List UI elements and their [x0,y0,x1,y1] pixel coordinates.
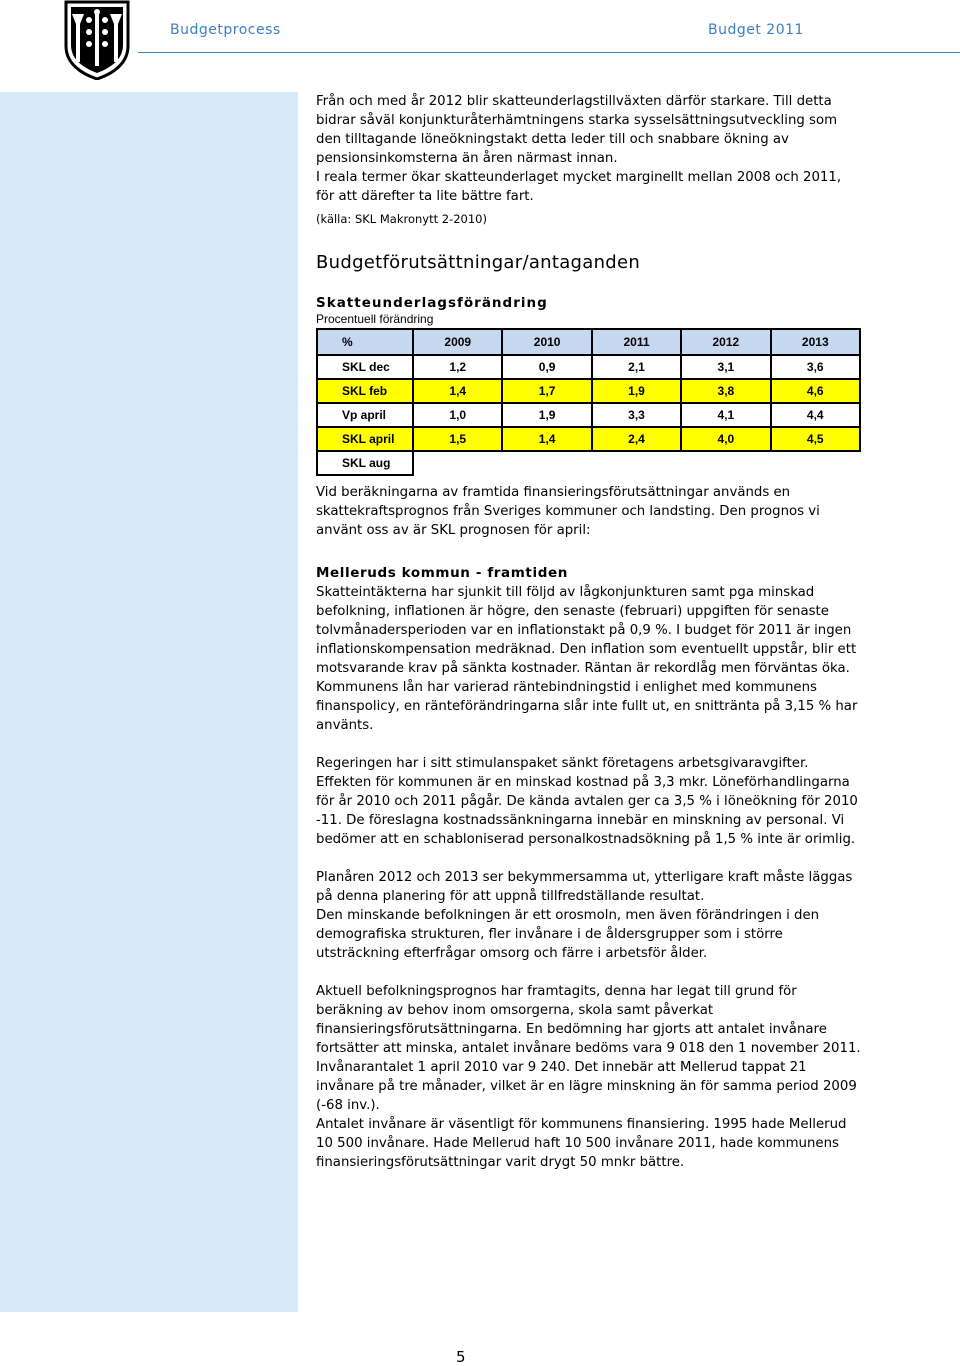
section-heading: Budgetförutsättningar/antaganden [316,252,641,273]
header-title-left: Budgetprocess [170,22,281,38]
table-cell: 1,4 [502,427,591,451]
melleruds-paragraph-3b: Den minskande befolkningen är ett orosmoln, men även förändringen i den demografiska strukturen, fler invånare i de åldersgrupper som i större utsträckning efterfrågar omsorg och färre i arbetsför ålder. [316,908,820,961]
melleruds-paragraph-3: Planåren 2012 och 2013 ser bekymmersamma ut, ytterligare kraft måste läggas på denna planering för att uppnå tillfredställande resultat. [316,870,853,904]
table-header-cell: 2013 [771,329,860,355]
table-cell: 1,9 [592,379,681,403]
row-label: SKL april [317,427,413,451]
table-header-cell: % [317,329,413,355]
table-header-cell: 2010 [502,329,591,355]
table-cell: 2,4 [592,427,681,451]
melleruds-paragraph-4b: Antalet invånare är väsentligt för kommunens finansiering. 1995 hade Mellerud 10 500 invånare. Hade Mellerud haft 10 500 invånare 2011, hade kommunens finansieringsförutsättningar varit drygt 50 mnkr bättre. [316,1117,847,1170]
table-row [317,427,860,451]
municipality-coat-of-arms-icon [62,0,132,80]
table-header-cell: 2012 [681,329,770,355]
table-cell: 1,0 [413,403,502,427]
melleruds-heading: Melleruds kommun - framtiden [316,565,568,581]
melleruds-paragraph-4: Aktuell befolkningsprognos har framtagits, denna har legat till grund för beräkning av behov inom omsorgerna, skola samt påverkat finansieringsförutsättningarna. En bedömning har gjorts att antalet invånare fortsätter att minska, antalet invånare bedöms vara 9 018 den 1 november 2011. Invånarantalet 1 april 2010 var 9 240. Det innebär att Mellerud tappat 21 invånare på tre månader, vilket är en lägre minskning än för samma period 2009 (-68 inv.). [316,984,861,1113]
table-cell: 0,9 [502,355,591,379]
melleruds-paragraph-2: Regeringen har i sitt stimulanspaket sänkt företagens arbetsgivaravgifter. Effekten för kommunen är en minskad kostnad på 3,3 mkr. Löneförhandlingarna för år 2010 och 2011 pågår. De kända avtalen ger ca 3,5 % i löneökning för 2010 -11. De föreslagna kostnadssänkningarna innebär en minskning av personal. Vi bedömer att en schabloniserad personalkostnadsökning på 1,5 % inte är orimlig. [316,756,858,847]
table-cell: 1,4 [413,379,502,403]
table-header-cell: 2011 [592,329,681,355]
table-header-row [317,329,860,355]
table-cell: 2,1 [592,355,681,379]
table-title: Skatteunderlagsförändring [316,295,548,311]
table-cell: 1,7 [502,379,591,403]
table-subtitle: Procentuell förändring [316,312,434,326]
table-cell: 3,6 [771,355,860,379]
page-content [316,92,861,1172]
table-cell: 4,5 [771,427,860,451]
row-label: SKL aug [317,451,413,475]
row-label: SKL feb [317,379,413,403]
intro-paragraph-real-terms: I reala termer ökar skatteunderlaget mycket marginellt mellan 2008 och 2011, för att därefter ta lite bättre fart. [316,170,842,204]
table-cell: 4,1 [681,403,770,427]
table-cell: 4,4 [771,403,860,427]
table-row [317,403,860,427]
table-cell: 3,1 [681,355,770,379]
row-label: Vp april [317,403,413,427]
table-cell: 1,5 [413,427,502,451]
header-divider [138,52,960,53]
table-cell: 3,3 [592,403,681,427]
table-cell: 4,0 [681,427,770,451]
melleruds-paragraph-1: Skatteintäkterna har sjunkit till följd av lågkonjunkturen samt pga minskad befolkning, inflationen är högre, den senaste (februari) uppgiften för senaste tolvmånadersperioden var en inflationstakt på 0,9 %. I budget för 2011 är ingen inflationskompensation medräknad. Den inflation som eventuellt uppstår, blir ett motsvarande krav på sänkta kostnader. Räntan är rekordlåg men förväntas öka. Kommunens lån har varierad räntebindningstid i enlighet med kommunens finanspolicy, en ränteförändringarna slår inte fullt ut, en snittränta på 3,15 % har använts. [316,585,858,733]
table-cell: 1,9 [502,403,591,427]
table-row [317,379,860,403]
table-header-cell: 2009 [413,329,502,355]
intro-paragraph: Från och med år 2012 blir skatteunderlagstillväxten därför starkare. Till detta bidrar såväl konjunkturåterhämtningens starka sysselsättningsutveckling som den tilltagande löneökningstakt detta leder till och snabbare ökning av pensionsinkomsterna än åren närmast innan. [316,94,838,166]
table-row [317,451,860,475]
page-number: 5 [456,1348,466,1366]
left-margin-band [0,92,298,1312]
table-cell: 4,6 [771,379,860,403]
row-label: SKL dec [317,355,413,379]
table-cell: 3,8 [681,379,770,403]
tax-base-table [316,328,861,476]
header-title-right: Budget 2011 [708,22,804,38]
forecast-paragraph: Vid beräkningarna av framtida finansieringsförutsättningar används en skattekraftsprognos från Sveriges kommuner och landsting. Den prognos vi använt oss av är SKL prognosen för april: [316,485,820,538]
source-note: (källa: SKL Makronytt 2-2010) [316,212,487,226]
table-row [317,355,860,379]
table-cell: 1,2 [413,355,502,379]
